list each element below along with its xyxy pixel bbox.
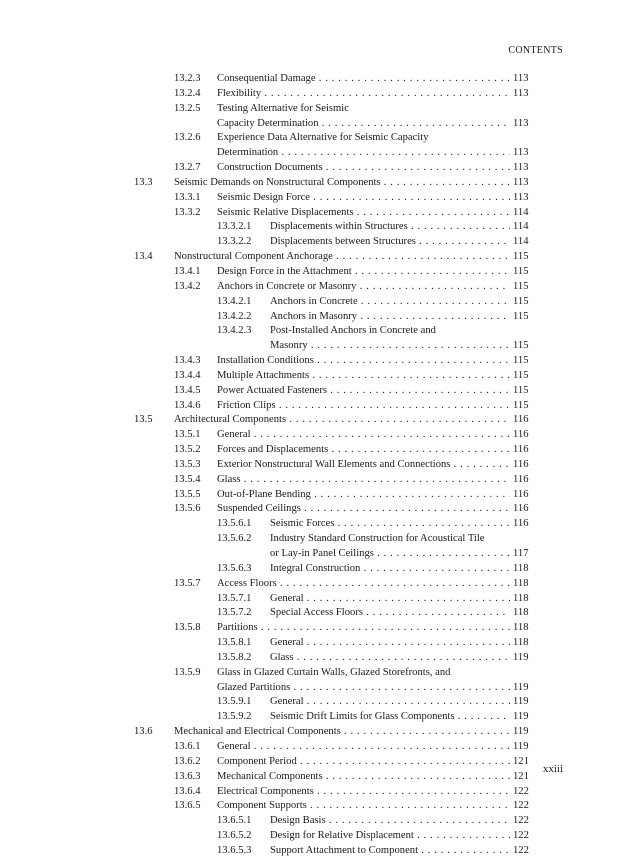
toc-entry-title: Masonry . . .	[270, 339, 510, 354]
toc-entry-title: Suspended Ceilings . . .	[217, 502, 510, 517]
toc-entry	[0, 443, 638, 458]
toc-entry-number: 13.4.6	[174, 399, 201, 411]
toc-entry-number: 13.5.9.2	[217, 711, 252, 723]
toc-entry-title: Seismic Drift Limits for Glass Components . . .	[270, 710, 510, 725]
toc-entry-number: 13.4.2.2	[217, 310, 252, 322]
toc-entry-page: 119	[513, 711, 529, 723]
toc-entry-title: Seismic Design Force . . .	[217, 191, 510, 206]
toc-entry-number: 13.3.2.1	[217, 221, 252, 233]
toc-entry-page: 119	[513, 681, 529, 693]
toc-entry	[0, 458, 638, 473]
toc-entry-title: Design Basis . . .	[270, 814, 510, 829]
toc-entry-number: 13.4.2	[174, 280, 201, 292]
toc-entry-number: 13.5.6.3	[217, 562, 252, 574]
toc-entry-title: Out-of-Plane Bending . . .	[217, 488, 510, 503]
toc-entry	[0, 87, 638, 102]
toc-entry-number: 13.5.9.1	[217, 696, 252, 708]
toc-entry-page: 114	[513, 221, 529, 233]
toc-entry	[0, 577, 638, 592]
toc-entry-title: Construction Documents . . .	[217, 161, 510, 176]
toc-entry	[0, 562, 638, 577]
toc-entry-number: 13.4.4	[174, 369, 201, 381]
toc-entry-page: 115	[513, 295, 529, 307]
toc-entry-page: 119	[513, 726, 529, 738]
toc-entry-number: 13.5.6.1	[217, 518, 252, 530]
toc-entry-page: 119	[513, 651, 529, 663]
toc-entry-title: Seismic Forces . . .	[270, 517, 510, 532]
toc-entry-page: 113	[513, 162, 529, 174]
toc-entry-page: 122	[513, 785, 529, 797]
toc-entry-page: 115	[513, 265, 529, 277]
toc-entry-title: General . . .	[270, 695, 510, 710]
toc-entry-number: 13.2.5	[174, 102, 201, 114]
toc-entry-title: Multiple Attachments . . .	[217, 369, 510, 384]
toc-entry-number: 13.2.4	[174, 87, 201, 99]
toc-entry-page: 118	[513, 562, 529, 574]
toc-entry-page: 113	[513, 176, 529, 188]
toc-entry-number: 13.5.3	[174, 458, 201, 470]
toc-entry-page: 116	[513, 518, 529, 530]
toc-entry-number: 13.6.5.2	[217, 830, 252, 842]
toc-entry	[0, 428, 638, 443]
toc-entry-page: 118	[513, 637, 529, 649]
toc-entry-title: Design for Relative Displacement . . .	[270, 829, 510, 844]
toc-entry-number: 13.6	[134, 726, 153, 738]
toc-entry	[0, 265, 638, 280]
toc-entry-page: 114	[513, 236, 529, 248]
toc-entry-title: Displacements between Structures . . .	[270, 235, 510, 250]
toc-entry-number: 13.5.1	[174, 429, 201, 441]
toc-entry-number: 13.5.8.2	[217, 651, 252, 663]
toc-entry-page: 115	[513, 310, 529, 322]
toc-entry-title: Mechanical and Electrical Components . . .	[174, 725, 510, 740]
toc-entry-number: 13.4.2.3	[217, 325, 252, 337]
toc-entry	[0, 161, 638, 176]
toc-entry	[0, 324, 638, 339]
toc-entry	[0, 235, 638, 250]
toc-entry-title: Seismic Relative Displacements . . .	[217, 206, 510, 221]
toc-entry-number: 13.4.5	[174, 384, 201, 396]
toc-entry	[0, 72, 638, 87]
toc-entry-number: 13.4.3	[174, 355, 201, 367]
toc-entry	[0, 488, 638, 503]
toc-entry-page: 117	[513, 548, 529, 559]
toc-entry-title: General . . .	[270, 636, 510, 651]
toc-entry	[0, 369, 638, 384]
toc-entry-page: 116	[513, 444, 529, 456]
toc-entry-title: Determination . . .	[217, 146, 510, 161]
toc-entry-page: 113	[513, 191, 529, 203]
toc-entry-number: 13.2.7	[174, 162, 201, 174]
toc-entry	[0, 695, 638, 710]
toc-entry-title: Access Floors . . .	[217, 577, 510, 592]
toc-entry-page: 116	[513, 458, 529, 470]
toc-entry	[0, 310, 638, 325]
toc-entry-title: Post-Installed Anchors in Concrete and	[270, 325, 436, 337]
toc-entry-title: Displacements within Structures . . .	[270, 220, 510, 235]
toc-entry	[0, 725, 638, 740]
toc-entry-number: 13.5.6.2	[217, 533, 252, 545]
toc-entry-number: 13.5.7.2	[217, 607, 252, 619]
toc-entry-title: Glazed Partitions . . .	[217, 681, 510, 696]
toc-entry-page: 115	[513, 384, 529, 396]
toc-entry	[0, 191, 638, 206]
toc-entry-number: 13.6.5.1	[217, 815, 252, 827]
toc-entry-number: 13.4.2.1	[217, 295, 252, 307]
toc-entry-number: 13.5.8	[174, 622, 201, 634]
running-header: CONTENTS	[508, 45, 563, 56]
toc-entry-number: 13.5.6	[174, 503, 201, 515]
toc-entry-page: 122	[513, 800, 529, 812]
toc-entry-number: 13.6.3	[174, 770, 201, 782]
toc-entry-page: 118	[513, 577, 529, 589]
toc-entry	[0, 636, 638, 651]
toc-entry-page: 113	[513, 87, 529, 99]
toc-entry-page: 121	[513, 755, 529, 767]
toc-entry-page: 115	[513, 355, 529, 367]
toc-entry	[0, 117, 638, 132]
toc-entry-title: General . . .	[270, 592, 510, 607]
toc-entry-title: Friction Clips . . .	[217, 399, 510, 414]
toc-entry-page: 113	[513, 73, 529, 84]
toc-entry-title: Seismic Demands on Nonstructural Components . . .	[174, 176, 510, 191]
toc-entry-title: Anchors in Concrete or Masonry . . .	[217, 280, 510, 295]
toc-entry-page: 115	[513, 340, 529, 352]
toc-entry-number: 13.3	[134, 176, 153, 188]
toc-entry-title: Exterior Nonstructural Wall Elements and Connections . . .	[217, 458, 510, 473]
toc-entry-number: 13.6.1	[174, 740, 201, 752]
toc-entry-page: 121	[513, 770, 529, 782]
toc-entry-number: 13.5.7.1	[217, 592, 252, 604]
toc-entry-title: Special Access Floors . . .	[270, 606, 510, 621]
toc-entry-page: 118	[513, 622, 529, 634]
toc-entry	[0, 740, 638, 755]
toc-entry	[0, 250, 638, 265]
toc-entry-page: 113	[513, 117, 529, 129]
toc-entry-title: Architectural Components . . .	[174, 413, 510, 428]
toc-entry-number: 13.5.9	[174, 666, 201, 678]
toc-entry-page: 116	[513, 488, 529, 500]
toc-entry-number: 13.4.1	[174, 265, 201, 277]
toc-entry	[0, 799, 638, 814]
toc-entry	[0, 710, 638, 725]
toc-entry-title: Component Supports . . .	[217, 799, 510, 814]
toc-entry-number: 13.2.3	[174, 73, 201, 84]
toc-entry	[0, 502, 638, 517]
toc-entry-page: 119	[513, 740, 529, 752]
toc-entry	[0, 651, 638, 666]
toc-entry-title: General . . .	[217, 428, 510, 443]
toc-entry-title: Component Period . . .	[217, 755, 510, 770]
toc-entry	[0, 413, 638, 428]
toc-entry-page: 119	[513, 696, 529, 708]
toc-entry	[0, 473, 638, 488]
toc-entry	[0, 295, 638, 310]
toc-entry	[0, 220, 638, 235]
toc-entry-title: Forces and Displacements . . .	[217, 443, 510, 458]
toc-entry-title: General . . .	[217, 740, 510, 755]
toc-entry-number: 13.5.8.1	[217, 637, 252, 649]
toc-entry	[0, 176, 638, 191]
toc-entry-title: Anchors in Masonry . . .	[270, 310, 510, 325]
toc-entry-page: 116	[513, 473, 529, 485]
toc-entry-number: 13.4	[134, 251, 153, 263]
toc-entry-number: 13.5	[134, 414, 153, 426]
toc-entry-title: Integral Construction . . .	[270, 562, 510, 577]
toc-entry	[0, 206, 638, 221]
toc-entry-title: Electrical Components . . .	[217, 785, 510, 800]
toc-entry-number: 13.6.5.3	[217, 844, 252, 856]
toc-entry-page: 118	[513, 592, 529, 604]
page-number: xxiii	[542, 763, 563, 775]
toc-entry-title: Consequential Damage . . .	[217, 72, 510, 87]
toc-entry-number: 13.3.2	[174, 206, 201, 218]
toc-entry	[0, 131, 638, 146]
toc-entry-title: Partitions . . .	[217, 621, 510, 636]
toc-entry-number: 13.3.2.2	[217, 236, 252, 248]
toc-entry-number: 13.5.7	[174, 577, 201, 589]
toc-entry-title: Support Attachment to Component . . .	[270, 844, 510, 859]
toc-entry-page: 114	[513, 206, 529, 218]
toc-entry	[0, 785, 638, 800]
toc-entry	[0, 384, 638, 399]
toc-entry-page: 116	[513, 414, 529, 426]
toc-entry-number: 13.3.1	[174, 191, 201, 203]
toc-entry-title: Power Actuated Fasteners . . .	[217, 384, 510, 399]
toc-entry-title: Industry Standard Construction for Acoustical Tile	[270, 533, 485, 545]
toc-entry-title: Mechanical Components . . .	[217, 770, 510, 785]
toc-entry	[0, 280, 638, 295]
toc-entry-number: 13.5.4	[174, 473, 201, 485]
toc-entry-title: Nonstructural Component Anchorage . . .	[174, 250, 510, 265]
toc-entry	[0, 517, 638, 532]
toc-entry-page: 115	[513, 399, 529, 411]
toc-entry-title: Glass . . .	[217, 473, 510, 488]
toc-entry	[0, 814, 638, 829]
toc-entry-title: Experience Data Alternative for Seismic Capacity	[217, 132, 429, 144]
toc-entry-number: 13.6.4	[174, 785, 201, 797]
toc-entry-number: 13.2.6	[174, 132, 201, 144]
toc-entry-page: 116	[513, 503, 529, 515]
toc-entry	[0, 102, 638, 117]
toc-entry-page: 115	[513, 251, 529, 263]
toc-entry-page: 122	[513, 830, 529, 842]
toc-entry	[0, 354, 638, 369]
toc-entry	[0, 681, 638, 696]
toc-entry-page: 118	[513, 607, 529, 619]
toc-entry	[0, 547, 638, 562]
toc-entry	[0, 532, 638, 547]
toc-entry	[0, 399, 638, 414]
toc-entry-page: 113	[513, 147, 529, 159]
table-of-contents	[0, 72, 638, 859]
toc-entry-title: Capacity Determination . . .	[217, 117, 510, 132]
toc-entry	[0, 829, 638, 844]
toc-entry-number: 13.5.2	[174, 444, 201, 456]
toc-entry-number: 13.5.5	[174, 488, 201, 500]
toc-entry-title: or Lay-in Panel Ceilings . . .	[270, 547, 510, 562]
toc-entry	[0, 666, 638, 681]
toc-entry	[0, 621, 638, 636]
toc-entry-page: 122	[513, 815, 529, 827]
toc-entry-page: 122	[513, 844, 529, 856]
toc-entry-page: 115	[513, 280, 529, 292]
toc-entry-title: Installation Conditions . . .	[217, 354, 510, 369]
toc-entry	[0, 844, 638, 859]
toc-entry-page: 116	[513, 429, 529, 441]
toc-entry-title: Testing Alternative for Seismic	[217, 102, 349, 114]
toc-entry-page: 115	[513, 369, 529, 381]
toc-entry-title: Anchors in Concrete . . .	[270, 295, 510, 310]
toc-entry	[0, 592, 638, 607]
toc-entry-number: 13.6.2	[174, 755, 201, 767]
toc-entry-title: Flexibility . . .	[217, 87, 510, 102]
toc-entry-title: Glass in Glazed Curtain Walls, Glazed Storefronts, and	[217, 666, 451, 678]
toc-entry-title: Glass . . .	[270, 651, 510, 666]
toc-entry	[0, 606, 638, 621]
toc-entry	[0, 339, 638, 354]
toc-entry-number: 13.6.5	[174, 800, 201, 812]
toc-entry-title: Design Force in the Attachment . . .	[217, 265, 510, 280]
toc-entry	[0, 146, 638, 161]
